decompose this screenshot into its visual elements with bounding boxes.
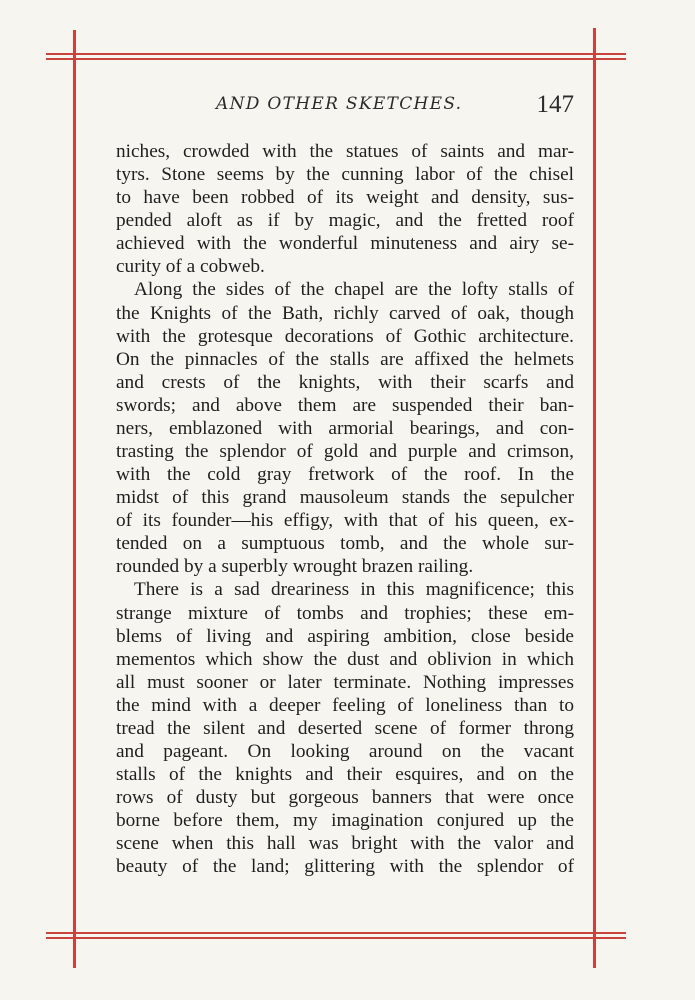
text-line: blems of living and aspiring ambition, close beside [116, 625, 574, 647]
text-line: ners, emblazoned with armorial bearings, and con- [116, 417, 574, 439]
text-line: borne before them, my imagination conjured up the [116, 810, 574, 832]
text-line: with the grotesque decorations of Gothic architecture. [116, 325, 574, 347]
text-line: trasting the splendor of gold and purple and crimson, [116, 441, 574, 463]
text-line: swords; and above them are suspended their ban- [116, 394, 574, 416]
text-line: curity of a cobweb. [116, 256, 265, 278]
text-line: of its founder—his effigy, with that of his queen, ex- [116, 510, 574, 532]
text-line: and crests of the knights, with their scarfs and [116, 371, 574, 393]
frame-rule-left [73, 30, 76, 968]
text-line: rows of dusty but gorgeous banners that were once [116, 787, 574, 809]
text-line: pended aloft as if by magic, and the fretted roof [116, 210, 574, 232]
text-line: rounded by a superbly wrought brazen railing. [116, 556, 474, 578]
text-line: On the pinnacles of the stalls are affixed the helmets [116, 348, 574, 370]
text-line: with the cold gray fretwork of the roof. In the [116, 464, 574, 486]
text-line: There is a sad dreariness in this magnificence; this [134, 579, 574, 601]
text-line: beauty of the land; glittering with the splendor of [116, 856, 574, 878]
text-line: all must sooner or later terminate. Nothing impresses [116, 671, 574, 693]
text-line: and pageant. On looking around on the vacant [116, 741, 574, 763]
text-line: the mind with a deeper feeling of loneliness than to [116, 694, 574, 716]
text-line: tended on a sumptuous tomb, and the whole sur- [116, 533, 574, 555]
frame-rule-right [593, 28, 596, 968]
page-number: 147 [536, 91, 574, 118]
frame-rule-bottom-outer [46, 937, 626, 939]
frame-rule-top-inner [46, 58, 626, 60]
text-line: stalls of the knights and their esquires, and on the [116, 764, 574, 786]
text-line: the Knights of the Bath, richly carved of oak, though [116, 302, 574, 324]
frame-rule-bottom-inner [46, 932, 626, 934]
text-line: achieved with the wonderful minuteness and airy se- [116, 233, 574, 255]
text-line: mementos which show the dust and oblivion in which [116, 648, 574, 670]
text-line: Along the sides of the chapel are the lofty stalls of [134, 279, 574, 301]
text-line: niches, crowded with the statues of saints and mar- [116, 141, 574, 162]
frame-rule-top-outer [46, 53, 626, 55]
text-line: scene when this hall was bright with the valor and [116, 833, 574, 855]
running-head: AND OTHER SKETCHES. [216, 94, 463, 114]
page-header [100, 90, 578, 122]
text-line: strange mixture of tombs and trophies; these em- [116, 602, 574, 624]
body-text [116, 140, 574, 879]
text-line: to have been robbed of its weight and density, sus- [116, 187, 574, 209]
text-line: tread the silent and deserted scene of former throng [116, 717, 574, 739]
text-line: midst of this grand mausoleum stands the sepulcher [116, 487, 574, 509]
text-line: tyrs. Stone seems by the cunning labor of the chisel [116, 164, 574, 186]
